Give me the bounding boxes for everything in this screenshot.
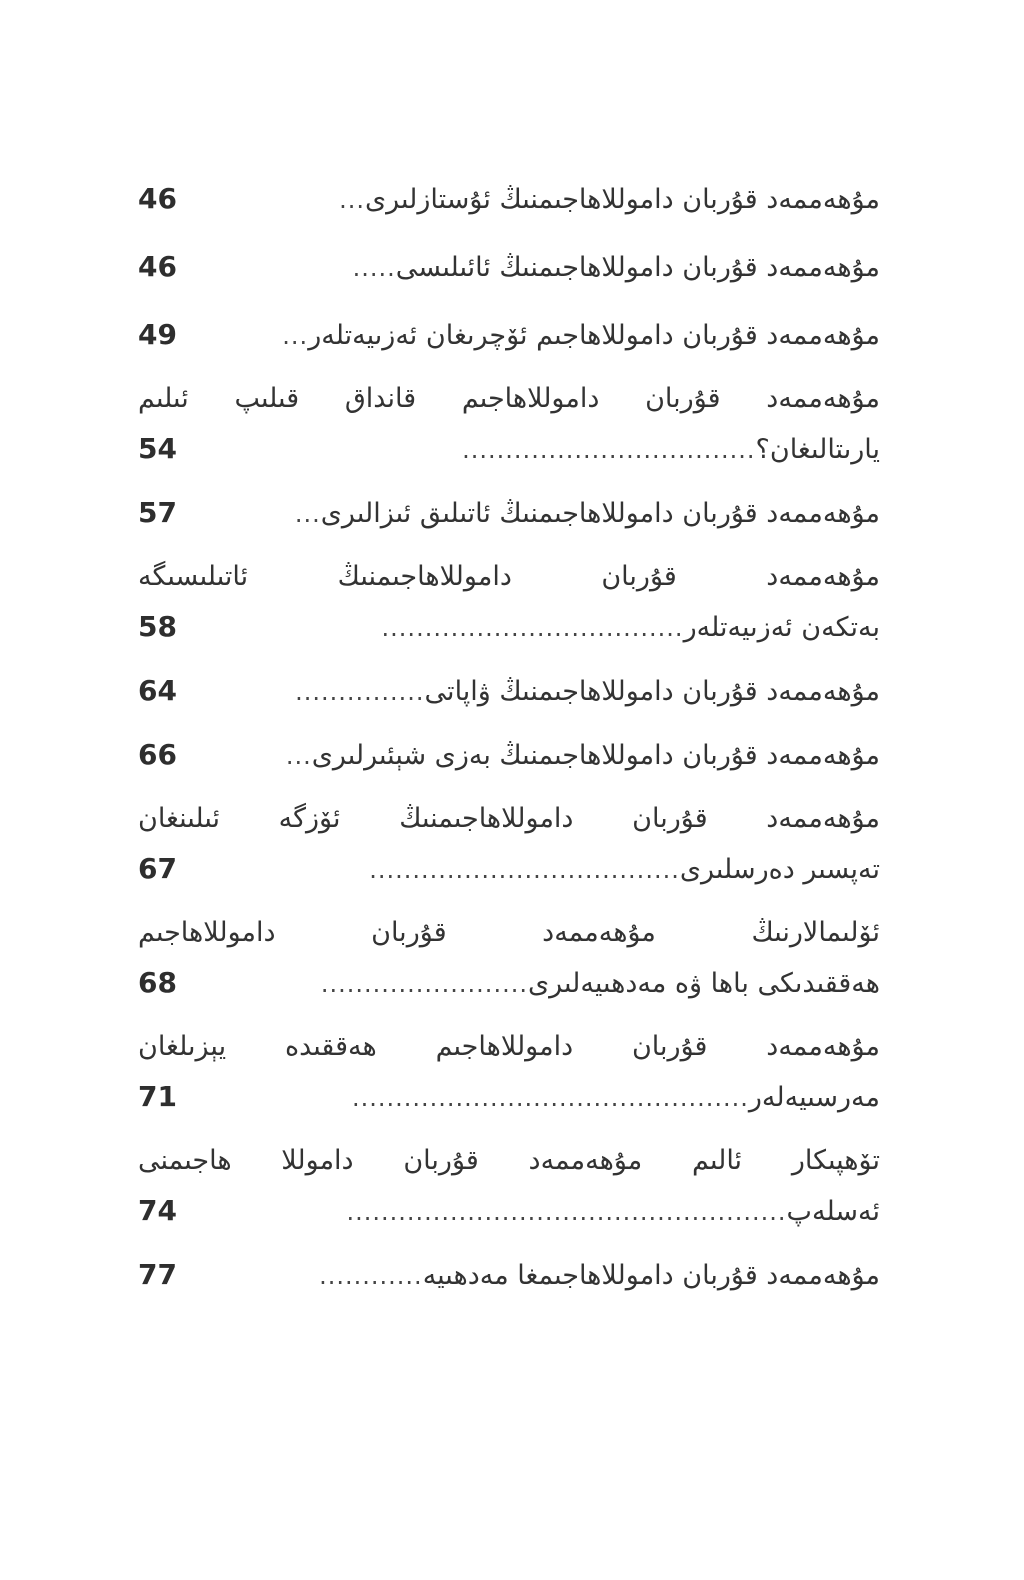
toc-page-number: 64 [138, 674, 177, 707]
toc-entry-line: ئۆلىمالارنىڭ مۇھەممەد قۇربان داموللاھاجىم [138, 917, 880, 948]
toc-entry-final-line [138, 732, 880, 778]
toc-page-number: 46 [138, 182, 177, 215]
toc-entry-title: مۇھەممەد قۇربان داموللاھاجىمنىڭ ئائىلىسى [395, 252, 880, 283]
toc-leader-dots: ................................................... [346, 1198, 787, 1226]
toc-entry [138, 554, 880, 650]
toc-entry-final-line [138, 176, 880, 222]
toc-page-number: 57 [138, 496, 177, 529]
toc-entry-title: مۇھەممەد قۇربان داموللاھاجىمنىڭ بەزى شېئىرلىرى [311, 740, 880, 771]
toc-leader-dots: ................................... [381, 614, 684, 642]
toc-page-number: 46 [138, 250, 177, 283]
toc-entry-title: ھەققىدىكى باھا ۋە مەدھىيەلىرى [527, 968, 880, 999]
toc-page-number: 67 [138, 852, 177, 885]
toc-leader-dots: .............................................. [351, 1084, 749, 1112]
toc-entry-title: مۇھەممەد قۇربان داموللاھاجىمنىڭ ئاتىلىق ئىزالىرى [320, 498, 880, 529]
toc-leader-dots: ............ [319, 1262, 423, 1290]
toc-entry [138, 1024, 880, 1120]
toc-entry-final-line [138, 846, 880, 892]
toc-entry-final-line [138, 1252, 880, 1298]
toc-entry [138, 244, 880, 290]
toc-entry-final-line [138, 960, 880, 1006]
toc-entry-title: يارىتالىغان؟ [755, 434, 880, 465]
toc-page-number: 74 [138, 1194, 177, 1227]
toc-entry [138, 668, 880, 714]
toc-entry-line: مۇھەممەد قۇربان داموللاھاجىمنىڭ ئۆزگە ئىلىنغان [138, 803, 880, 834]
toc-entry-title: مۇھەممەد قۇربان داموللاھاجىمنىڭ ئۇستازلىرى [364, 184, 880, 215]
toc-leader-dots: .................................... [369, 856, 680, 884]
toc-entry-line: مۇھەممەد قۇربان داموللاھاجىم ھەققىدە يېزىلغان [138, 1031, 880, 1062]
toc-entry-title: مۇھەممەد قۇربان داموللاھاجىم ئۆچرىغان ئەزىيەتلەر [308, 320, 880, 351]
toc-entry-final-line [138, 490, 880, 536]
toc-entry-final-line [138, 1188, 880, 1234]
toc-page-number: 49 [138, 318, 177, 351]
toc-page-number: 68 [138, 966, 177, 999]
toc-page-number: 66 [138, 738, 177, 771]
toc-entry-title: بەتكەن ئەزىيەتلەر [683, 612, 880, 643]
toc-leader-dots: .................................. [462, 436, 756, 464]
toc-entry-title: مۇھەممەد قۇربان داموللاھاجىمنىڭ ۋاپاتى [424, 676, 880, 707]
toc-entry [138, 1252, 880, 1298]
toc-entry-line: مۇھەممەد قۇربان داموللاھاجىم قانداق قىلىپ ئىلىم [138, 383, 880, 414]
toc-leader-dots: ..... [352, 254, 396, 282]
toc-entry-title: مۇھەممەد قۇربان داموللاھاجىمغا مەدھىيە [422, 1260, 880, 1291]
toc-entry [138, 732, 880, 778]
toc-entry-line: تۆھپىكار ئالىم مۇھەممەد قۇربان داموللا ھاجىمنى [138, 1145, 880, 1176]
toc-leader-dots: ... [339, 186, 365, 214]
toc-page-number: 58 [138, 610, 177, 643]
toc-leader-dots: ... [294, 500, 321, 528]
toc-page-number: 54 [138, 432, 177, 465]
toc-leader-dots: ... [282, 322, 309, 350]
toc-entry [138, 490, 880, 536]
toc-entry [138, 376, 880, 472]
toc-page-number: 77 [138, 1258, 177, 1291]
toc-entry-final-line [138, 426, 880, 472]
toc-entry [138, 910, 880, 1006]
toc-entry [138, 176, 880, 222]
toc-entry [138, 312, 880, 358]
table-of-contents [138, 176, 880, 1298]
toc-entry-title: تەپسىر دەرسلىرى [679, 854, 880, 885]
toc-entry [138, 796, 880, 892]
toc-entry-final-line [138, 604, 880, 650]
toc-entry-line: مۇھەممەد قۇربان داموللاھاجىمنىڭ ئاتىلىسىگە [138, 561, 880, 592]
toc-entry-final-line [138, 668, 880, 714]
toc-entry [138, 1138, 880, 1234]
toc-entry-title: مەرسىيەلەر [748, 1082, 880, 1113]
toc-entry-final-line [138, 1074, 880, 1120]
toc-page-number: 71 [138, 1080, 177, 1113]
toc-leader-dots: ........................ [320, 970, 528, 998]
toc-entry-final-line [138, 312, 880, 358]
toc-entry-final-line [138, 244, 880, 290]
toc-leader-dots: ............... [295, 678, 425, 706]
toc-leader-dots: ... [285, 742, 312, 770]
toc-entry-title: ئەسلەپ [786, 1196, 880, 1227]
